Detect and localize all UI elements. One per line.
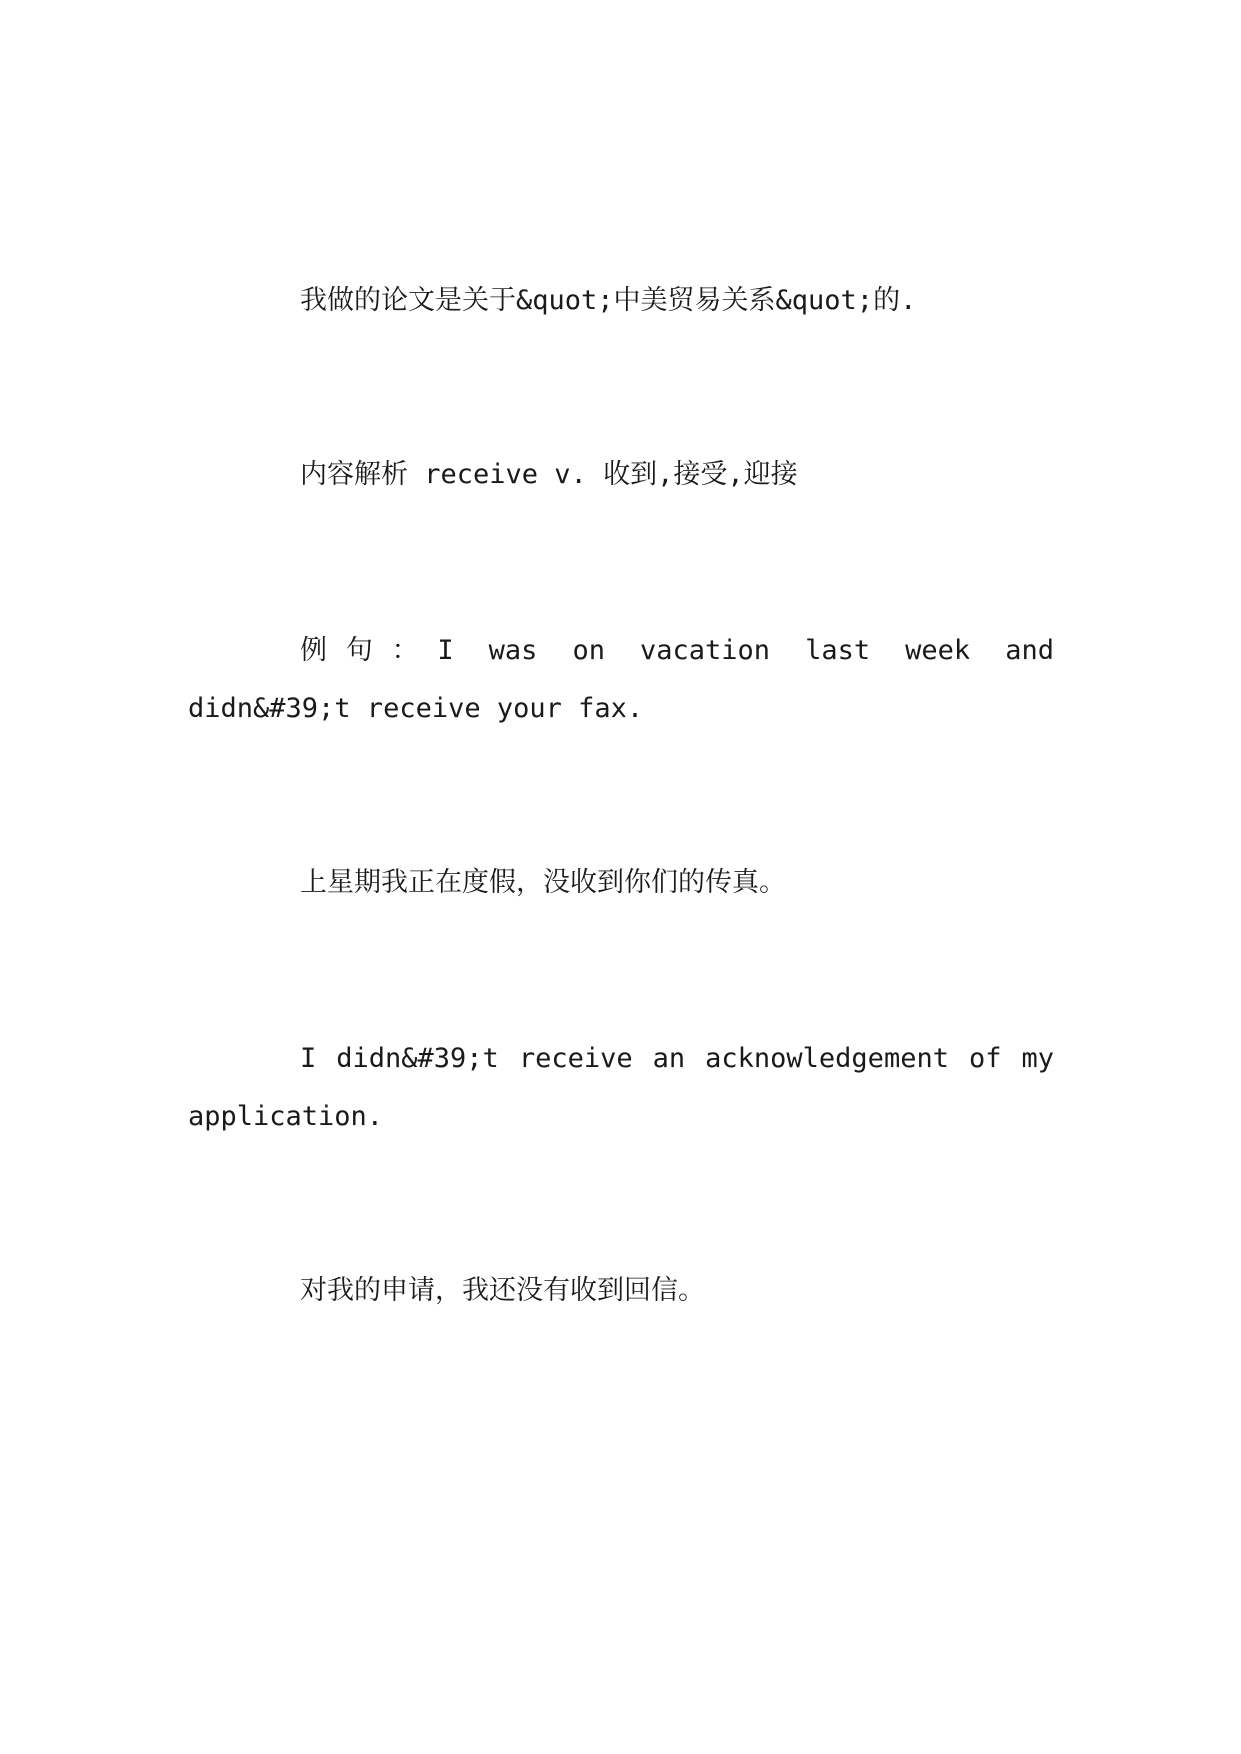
paragraph-word-analysis: 内容解析 receive v. 收到,接受,迎接 [300,459,798,490]
paragraph-example-sentence-1: 例句：I was on vacation last week and didn&#39;t receive your fax. [188,635,1054,724]
paragraph-translation-2: 对我的申请，我还没有收到回信。 [300,1275,705,1306]
paragraph-thesis-topic: 我做的论文是关于&quot;中美贸易关系&quot;的. [300,285,917,316]
paragraph-translation-1: 上星期我正在度假，没收到你们的传真。 [300,867,786,898]
paragraph-example-sentence-2: I didn&#39;t receive an acknowledgement of my application. [188,1043,1054,1132]
